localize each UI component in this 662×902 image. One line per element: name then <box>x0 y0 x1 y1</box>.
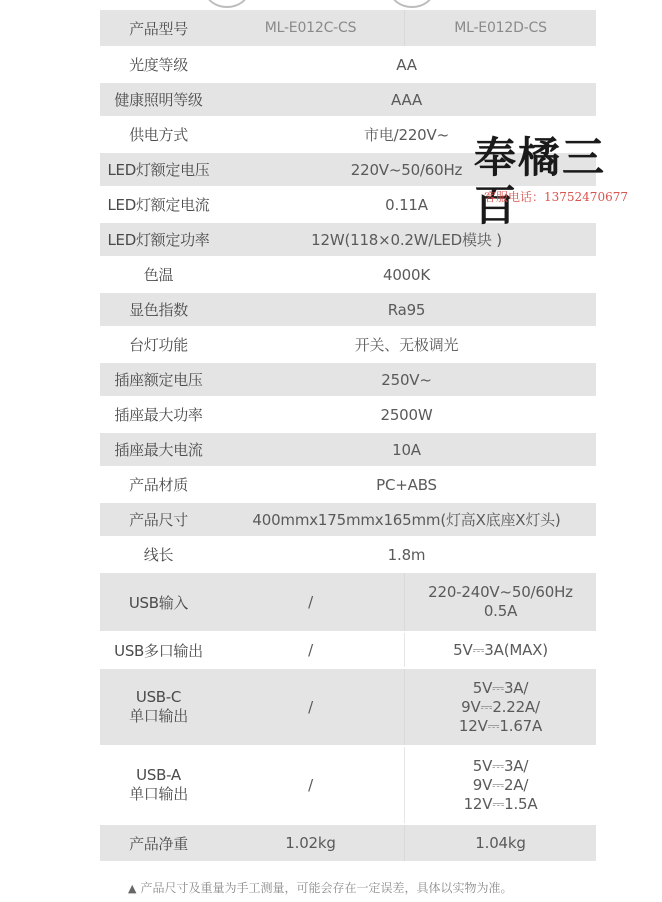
row-label: USB输入 <box>128 593 189 612</box>
row-value: 2500W <box>380 405 433 424</box>
table-row <box>100 48 596 83</box>
row-value: PC+ABS <box>376 475 437 494</box>
model-b-value: 5V⎓3A/ 9V⎓2.22A/ 12V⎓1.67A <box>458 678 543 735</box>
table-row <box>100 293 596 328</box>
model-a-value: 1.02kg <box>217 825 405 861</box>
row-value: 1.8m <box>387 545 426 564</box>
row-label: LED灯额定电流 <box>107 196 210 214</box>
row-label: 插座最大功率 <box>114 406 203 424</box>
row-label: 色温 <box>143 266 174 284</box>
row-value: Ra95 <box>387 300 426 319</box>
footnote <box>128 879 512 896</box>
row-value: 开关、无极调光 <box>354 336 459 354</box>
row-label: 产品型号 <box>129 19 188 38</box>
row-label: LED灯额定电压 <box>107 161 210 179</box>
row-value: 市电/220V~ <box>364 126 449 144</box>
row-label: LED灯额定功率 <box>107 231 210 249</box>
model-b-value: 1.04kg <box>475 833 526 852</box>
row-value: 10A <box>392 440 421 459</box>
table-row <box>100 468 596 503</box>
table-row-usb-input <box>100 573 596 633</box>
table-row <box>100 503 596 538</box>
model-a-value: ML-E012C-CS <box>217 10 405 46</box>
model-a-value: / <box>217 669 405 745</box>
row-value: 0.11A <box>385 195 428 214</box>
row-label: 产品材质 <box>129 476 188 494</box>
table-row <box>100 328 596 363</box>
row-label: 插座额定电压 <box>114 371 203 389</box>
model-a-value: / <box>217 747 405 823</box>
row-label: 光度等级 <box>129 56 188 74</box>
model-b-value: ML-E012D-CS <box>454 19 547 36</box>
row-value: 400mmx175mmx165mm(灯高X底座X灯头) <box>252 511 561 529</box>
row-value: 220V~50/60Hz <box>350 160 463 179</box>
watermark-contact: 客服电话：13752470677 <box>484 190 628 204</box>
row-label: 产品净重 <box>129 834 188 853</box>
row-value: AA <box>396 55 417 74</box>
model-b-value: 5V⎓3A(MAX) <box>453 640 548 659</box>
row-value: 4000K <box>382 265 430 284</box>
table-row <box>100 433 596 468</box>
row-label: USB-C 单口输出 <box>129 688 188 725</box>
row-label: 产品尺寸 <box>129 511 188 529</box>
product-image-circle-right <box>390 0 434 8</box>
model-a-value: / <box>217 573 405 631</box>
row-value: 250V~ <box>381 370 432 389</box>
row-value: 12W(118×0.2W/LED模块 ) <box>311 231 502 249</box>
model-b-value: 220-240V~50/60Hz 0.5A <box>428 583 573 620</box>
table-row <box>100 83 596 118</box>
table-row <box>100 258 596 293</box>
model-a-value: / <box>217 633 405 667</box>
table-row-usb-multi-output <box>100 633 596 669</box>
row-label: 线长 <box>143 546 174 564</box>
row-label: 插座最大电流 <box>114 441 203 459</box>
row-label: 供电方式 <box>129 126 188 144</box>
row-label: 台灯功能 <box>129 336 188 354</box>
product-image-circle-left <box>205 0 249 8</box>
footnote-text: 产品尺寸及重量为手工测量，可能会存在一定误差，具体以实物为准。 <box>140 881 513 895</box>
row-label: 健康照明等级 <box>114 91 203 109</box>
table-row-model <box>100 10 596 48</box>
table-row <box>100 398 596 433</box>
table-row-usb-a-output <box>100 747 596 825</box>
table-row <box>100 363 596 398</box>
table-row-usb-c-output <box>100 669 596 747</box>
row-label: USB-A 单口输出 <box>129 766 188 803</box>
table-row <box>100 538 596 573</box>
row-label: USB多口输出 <box>114 641 203 660</box>
row-label: 显色指数 <box>129 301 188 319</box>
row-value: AAA <box>390 90 423 109</box>
watermark-logo: 奉橘三百 <box>474 133 607 230</box>
warning-icon: ▲ <box>128 882 137 895</box>
table-row-net-weight <box>100 825 596 863</box>
model-b-value: 5V⎓3A/ 9V⎓2A/ 12V⎓1.5A <box>463 756 538 813</box>
